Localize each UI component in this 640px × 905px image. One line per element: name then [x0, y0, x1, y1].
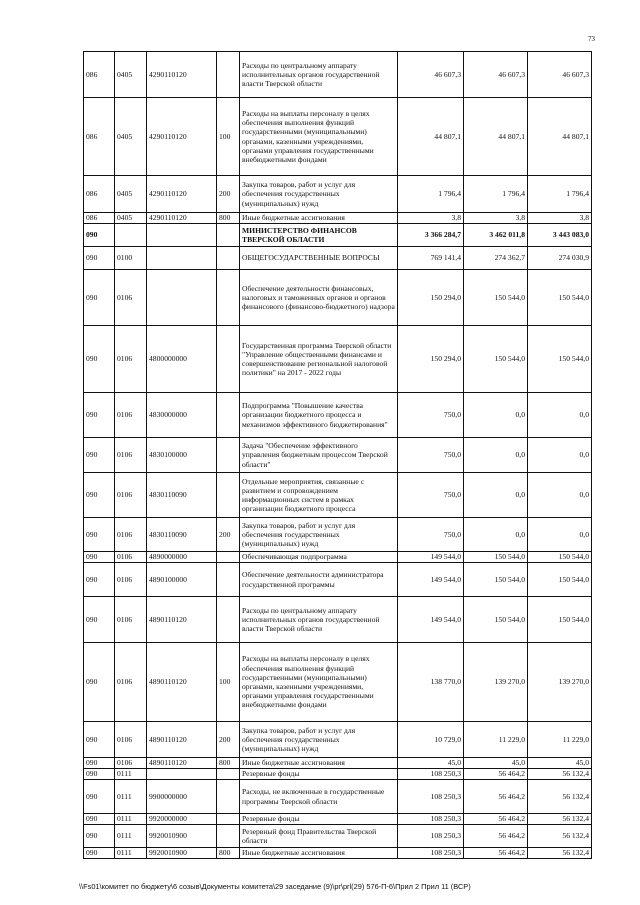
- item-name: Обеспечивающая подпрограмма: [240, 552, 398, 563]
- item-name: Обеспечение деятельности финансовых, налоговых и таможенных органов и органов финансового (финансово-бюджетного) надзора: [240, 270, 398, 326]
- target-article-code: 4830110090: [147, 473, 217, 518]
- amount-year-3: 56 132,4: [528, 814, 592, 825]
- amount-year-1: 44 807,1: [398, 98, 464, 176]
- amount-year-2: 150 544,0: [464, 326, 528, 393]
- amount-year-3: 150 544,0: [528, 326, 592, 393]
- department-code: 090: [84, 247, 115, 270]
- target-article-code: 4830000000: [147, 393, 217, 438]
- expense-type-code: [217, 247, 240, 270]
- amount-year-2: 11 229,0: [464, 722, 528, 758]
- target-article-code: 4830100000: [147, 438, 217, 473]
- department-code: 090: [84, 224, 115, 247]
- amount-year-1: 750,0: [398, 393, 464, 438]
- department-code: 090: [84, 769, 115, 780]
- department-code: 086: [84, 52, 115, 98]
- item-name: Расходы на выплаты персоналу в целях обеспечения выполнения функций государственными (муниципальными) органами, казенными учреждениями, органами управления государственными внебюджетными фондами: [240, 98, 398, 176]
- target-article-code: [147, 224, 217, 247]
- item-name: Обеспечение деятельности администратора государственной программы: [240, 563, 398, 597]
- target-article-code: 4890110120: [147, 758, 217, 769]
- item-name: Закупка товаров, работ и услуг для обеспечения государственных (муниципальных) нужд: [240, 176, 398, 213]
- amount-year-2: 46 607,3: [464, 52, 528, 98]
- amount-year-2: 56 464,2: [464, 825, 528, 848]
- amount-year-1: 769 141,4: [398, 247, 464, 270]
- amount-year-2: 0,0: [464, 473, 528, 518]
- department-code: 090: [84, 563, 115, 597]
- table-row: [84, 825, 592, 848]
- amount-year-1: 149 544,0: [398, 563, 464, 597]
- amount-year-3: 150 544,0: [528, 552, 592, 563]
- amount-year-3: 3 443 083,0: [528, 224, 592, 247]
- target-article-code: 4890110120: [147, 597, 217, 643]
- amount-year-3: 56 132,4: [528, 848, 592, 859]
- section-code: 0111: [115, 780, 147, 814]
- amount-year-2: 150 544,0: [464, 563, 528, 597]
- amount-year-3: 139 270,0: [528, 643, 592, 722]
- table-row: [84, 722, 592, 758]
- table-row: [84, 758, 592, 769]
- amount-year-1: 108 250,3: [398, 769, 464, 780]
- amount-year-2: 0,0: [464, 438, 528, 473]
- target-article-code: [147, 769, 217, 780]
- amount-year-2: 0,0: [464, 518, 528, 552]
- expense-type-code: [217, 438, 240, 473]
- section-code: 0106: [115, 722, 147, 758]
- department-code: 090: [84, 825, 115, 848]
- table-row: [84, 643, 592, 722]
- expense-type-code: 100: [217, 643, 240, 722]
- table-row: [84, 848, 592, 859]
- item-name: Отдельные мероприятия, связанные с развитием и сопровождением информационных систем в рамках организации бюджетного процесса: [240, 473, 398, 518]
- department-code: 090: [84, 438, 115, 473]
- budget-table: [83, 51, 592, 859]
- file-path-footer: \\Fs01\комитет по бюджету\6 созыв\Документы комитета\29 заседание (9)\pr\prl(29) 576-П-6\Прил 2 Прил 11 (ВСР): [79, 882, 471, 891]
- section-code: 0405: [115, 98, 147, 176]
- amount-year-3: 3,8: [528, 213, 592, 224]
- amount-year-3: 0,0: [528, 438, 592, 473]
- amount-year-3: 274 030,9: [528, 247, 592, 270]
- amount-year-3: 11 229,0: [528, 722, 592, 758]
- table-row: [84, 769, 592, 780]
- department-code: 090: [84, 518, 115, 552]
- expense-type-code: 800: [217, 758, 240, 769]
- amount-year-2: 3 462 011,8: [464, 224, 528, 247]
- section-code: 0111: [115, 769, 147, 780]
- table-row: [84, 814, 592, 825]
- amount-year-3: 0,0: [528, 473, 592, 518]
- target-article-code: 4890100000: [147, 563, 217, 597]
- amount-year-2: 274 362,7: [464, 247, 528, 270]
- amount-year-1: 10 729,0: [398, 722, 464, 758]
- table-row: [84, 597, 592, 643]
- amount-year-1: 46 607,3: [398, 52, 464, 98]
- department-code: 090: [84, 270, 115, 326]
- amount-year-2: 56 464,2: [464, 848, 528, 859]
- expense-type-code: [217, 780, 240, 814]
- target-article-code: 4290110120: [147, 176, 217, 213]
- section-code: 0106: [115, 552, 147, 563]
- table-row: [84, 326, 592, 393]
- amount-year-2: 56 464,2: [464, 780, 528, 814]
- table-row: [84, 473, 592, 518]
- amount-year-2: 150 544,0: [464, 552, 528, 563]
- expense-type-code: 200: [217, 518, 240, 552]
- section-code: 0106: [115, 597, 147, 643]
- amount-year-1: 3 366 284,7: [398, 224, 464, 247]
- amount-year-1: 150 294,0: [398, 270, 464, 326]
- amount-year-2: 1 796,4: [464, 176, 528, 213]
- section-code: 0106: [115, 326, 147, 393]
- amount-year-3: 46 607,3: [528, 52, 592, 98]
- amount-year-1: 150 294,0: [398, 326, 464, 393]
- department-code: 086: [84, 98, 115, 176]
- section-code: 0106: [115, 270, 147, 326]
- section-code: 0106: [115, 563, 147, 597]
- amount-year-1: 108 250,3: [398, 848, 464, 859]
- department-code: 090: [84, 552, 115, 563]
- department-code: 090: [84, 473, 115, 518]
- target-article-code: 9920010900: [147, 825, 217, 848]
- amount-year-1: 149 544,0: [398, 597, 464, 643]
- item-name: Расходы на выплаты персоналу в целях обеспечения выполнения функций государственными (муниципальными) органами, казенными учреждениями, органами управления государственными внебюджетными фондами: [240, 643, 398, 722]
- expense-type-code: 100: [217, 98, 240, 176]
- target-article-code: 9920010900: [147, 848, 217, 859]
- item-name: МИНИСТЕРСТВО ФИНАНСОВ ТВЕРСКОЙ ОБЛАСТИ: [240, 224, 398, 247]
- page-number: 73: [588, 35, 595, 43]
- amount-year-1: 108 250,3: [398, 814, 464, 825]
- expense-type-code: [217, 393, 240, 438]
- target-article-code: [147, 270, 217, 326]
- target-article-code: 4290110120: [147, 98, 217, 176]
- department-code: 090: [84, 780, 115, 814]
- item-name: Расходы по центральному аппарату исполнительных органов государственной власти Тверской области: [240, 597, 398, 643]
- department-code: 090: [84, 393, 115, 438]
- amount-year-1: 750,0: [398, 518, 464, 552]
- item-name: Задача "Обеспечение эффективного управления бюджетным процессом Тверской области": [240, 438, 398, 473]
- amount-year-2: 45,0: [464, 758, 528, 769]
- department-code: 086: [84, 176, 115, 213]
- section-code: 0106: [115, 393, 147, 438]
- department-code: 090: [84, 758, 115, 769]
- amount-year-1: 108 250,3: [398, 825, 464, 848]
- expense-type-code: [217, 270, 240, 326]
- item-name: ОБЩЕГОСУДАРСТВЕННЫЕ ВОПРОСЫ: [240, 247, 398, 270]
- department-code: 090: [84, 722, 115, 758]
- expense-type-code: [217, 563, 240, 597]
- section-code: 0106: [115, 518, 147, 552]
- amount-year-3: 1 796,4: [528, 176, 592, 213]
- expense-type-code: [217, 473, 240, 518]
- target-article-code: [147, 247, 217, 270]
- section-code: 0405: [115, 213, 147, 224]
- amount-year-3: 150 544,0: [528, 597, 592, 643]
- expense-type-code: [217, 814, 240, 825]
- amount-year-1: 149 544,0: [398, 552, 464, 563]
- table-row: [84, 176, 592, 213]
- expense-type-code: [217, 552, 240, 563]
- table-row: [84, 247, 592, 270]
- section-code: 0111: [115, 848, 147, 859]
- department-code: 090: [84, 814, 115, 825]
- section-code: 0405: [115, 52, 147, 98]
- amount-year-3: 0,0: [528, 393, 592, 438]
- section-code: 0106: [115, 758, 147, 769]
- table-row: [84, 518, 592, 552]
- department-code: 090: [84, 326, 115, 393]
- expense-type-code: 200: [217, 176, 240, 213]
- amount-year-1: 45,0: [398, 758, 464, 769]
- amount-year-1: 3,8: [398, 213, 464, 224]
- target-article-code: 9900000000: [147, 780, 217, 814]
- table-row: [84, 780, 592, 814]
- expense-type-code: [217, 224, 240, 247]
- item-name: Расходы по центральному аппарату исполнительных органов государственной власти Тверской области: [240, 52, 398, 98]
- item-name: Государственная программа Тверской области "Управление общественными финансами и совершенствование региональной налоговой политики" на 2017 - 2022 годы: [240, 326, 398, 393]
- expense-type-code: 200: [217, 722, 240, 758]
- item-name: Расходы, не включенные в государственные программы Тверской области: [240, 780, 398, 814]
- amount-year-3: 45,0: [528, 758, 592, 769]
- amount-year-2: 56 464,2: [464, 814, 528, 825]
- amount-year-2: 44 807,1: [464, 98, 528, 176]
- amount-year-1: 138 770,0: [398, 643, 464, 722]
- amount-year-1: 108 250,3: [398, 780, 464, 814]
- section-code: 0106: [115, 643, 147, 722]
- target-article-code: 4890110120: [147, 722, 217, 758]
- table-row: [84, 52, 592, 98]
- amount-year-3: 150 544,0: [528, 563, 592, 597]
- expense-type-code: [217, 769, 240, 780]
- target-article-code: 4890000000: [147, 552, 217, 563]
- expense-type-code: [217, 326, 240, 393]
- expense-type-code: [217, 52, 240, 98]
- table-row: [84, 438, 592, 473]
- target-article-code: 4290110120: [147, 213, 217, 224]
- department-code: 086: [84, 213, 115, 224]
- amount-year-2: 0,0: [464, 393, 528, 438]
- expense-type-code: [217, 597, 240, 643]
- expense-type-code: 800: [217, 848, 240, 859]
- section-code: 0100: [115, 247, 147, 270]
- item-name: Резервные фонды: [240, 814, 398, 825]
- target-article-code: 9920000000: [147, 814, 217, 825]
- amount-year-1: 750,0: [398, 473, 464, 518]
- section-code: 0405: [115, 176, 147, 213]
- target-article-code: 4800000000: [147, 326, 217, 393]
- table-row: [84, 213, 592, 224]
- amount-year-3: 56 132,4: [528, 825, 592, 848]
- amount-year-2: 3,8: [464, 213, 528, 224]
- amount-year-3: 56 132,4: [528, 769, 592, 780]
- section-code: 0106: [115, 438, 147, 473]
- amount-year-3: 56 132,4: [528, 780, 592, 814]
- target-article-code: 4890110120: [147, 643, 217, 722]
- item-name: Иные бюджетные ассигнования: [240, 213, 398, 224]
- department-code: 090: [84, 848, 115, 859]
- amount-year-1: 750,0: [398, 438, 464, 473]
- table-row: [84, 224, 592, 247]
- amount-year-3: 44 807,1: [528, 98, 592, 176]
- item-name: Иные бюджетные ассигнования: [240, 758, 398, 769]
- item-name: Резервные фонды: [240, 769, 398, 780]
- department-code: 090: [84, 643, 115, 722]
- amount-year-2: 56 464,2: [464, 769, 528, 780]
- section-code: [115, 224, 147, 247]
- item-name: Иные бюджетные ассигнования: [240, 848, 398, 859]
- department-code: 090: [84, 597, 115, 643]
- target-article-code: 4290110120: [147, 52, 217, 98]
- table-row: [84, 563, 592, 597]
- amount-year-2: 139 270,0: [464, 643, 528, 722]
- table-row: [84, 270, 592, 326]
- section-code: 0106: [115, 473, 147, 518]
- amount-year-3: 0,0: [528, 518, 592, 552]
- item-name: Закупка товаров, работ и услуг для обеспечения государственных (муниципальных) нужд: [240, 518, 398, 552]
- item-name: Резервный фонд Правительства Тверской области: [240, 825, 398, 848]
- section-code: 0111: [115, 825, 147, 848]
- amount-year-2: 150 544,0: [464, 270, 528, 326]
- item-name: Закупка товаров, работ и услуг для обеспечения государственных (муниципальных) нужд: [240, 722, 398, 758]
- section-code: 0111: [115, 814, 147, 825]
- table-row: [84, 98, 592, 176]
- expense-type-code: [217, 825, 240, 848]
- expense-type-code: 800: [217, 213, 240, 224]
- table-row: [84, 393, 592, 438]
- amount-year-2: 150 544,0: [464, 597, 528, 643]
- table-row: [84, 552, 592, 563]
- amount-year-3: 150 544,0: [528, 270, 592, 326]
- item-name: Подпрограмма "Повышение качества организации бюджетного процесса и механизмов эффективного бюджетирования": [240, 393, 398, 438]
- target-article-code: 4830110090: [147, 518, 217, 552]
- amount-year-1: 1 796,4: [398, 176, 464, 213]
